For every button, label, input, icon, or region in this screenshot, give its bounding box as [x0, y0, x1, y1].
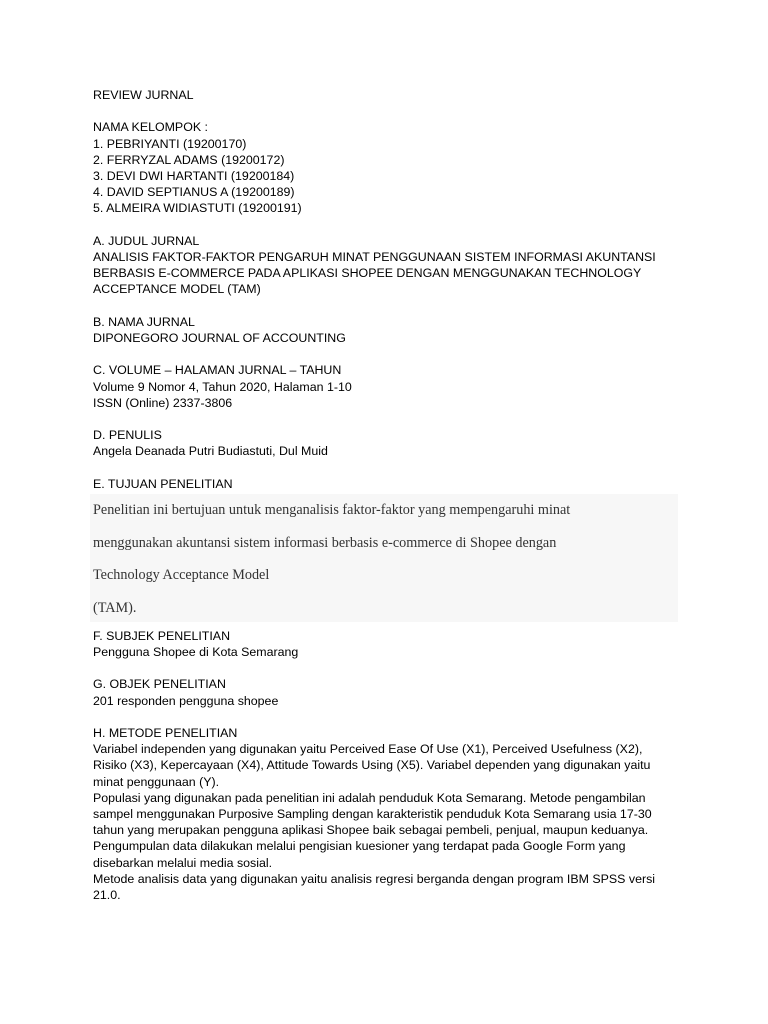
journal-title-line: BERBASIS E-COMMERCE PADA APLIKASI SHOPEE DENGAN MENGGUNAKAN TECHNOLOGY: [93, 266, 642, 281]
group-member: 3. DEVI DWI HARTANTI (19200184): [93, 169, 295, 183]
issn-info: ISSN (Online) 2337-3806: [93, 395, 233, 410]
journal-title-line: ACCEPTANCE MODEL (TAM): [93, 282, 261, 297]
section-judul: [93, 233, 678, 298]
document-title: REVIEW JURNAL: [93, 88, 194, 102]
method-line: tahun yang merupakan pengguna aplikasi Shopee baik sebagai pembeli, penjual, maupun keduanya.: [93, 823, 649, 838]
objective-quote: [90, 494, 678, 622]
method-line: 21.0.: [93, 887, 121, 902]
section-objek: [93, 676, 678, 708]
volume-info: Volume 9 Nomor 4, Tahun 2020, Halaman 1-10: [93, 379, 352, 394]
group-member: 4. DAVID SEPTIANUS A (19200189): [93, 185, 295, 200]
method-line: Risiko (X3), Kepercayaan (X4), Attitude Towards Using (X5). Variabel dependen yang digunakan yaitu: [93, 758, 651, 773]
journal-name: DIPONEGORO JOURNAL OF ACCOUNTING: [93, 331, 346, 345]
objective-line: Penelitian ini bertujuan untuk menganalisis faktor-faktor yang mempengaruhi minat: [93, 501, 571, 518]
section-heading: H. METODE PENELITIAN: [93, 725, 238, 740]
method-line: Variabel independen yang digunakan yaitu Perceived Ease Of Use (X1), Perceived Usefulness (X2),: [93, 742, 643, 757]
section-heading: C. VOLUME – HALAMAN JURNAL – TAHUN: [93, 363, 342, 378]
objective-line: menggunakan akuntansi sistem informasi berbasis e-commerce di Shopee dengan: [93, 534, 557, 551]
group-section: [93, 119, 678, 216]
method-line: minat penggunaan (Y).: [93, 774, 220, 789]
spacer: [93, 460, 678, 476]
spacer: [93, 217, 678, 233]
group-member: 2. FERRYZAL ADAMS (19200172): [93, 152, 285, 167]
objective-line: Technology Acceptance Model: [93, 567, 270, 584]
section-heading: G. OBJEK PENELITIAN: [93, 677, 226, 692]
group-member: 5. ALMEIRA WIDIASTUTI (19200191): [93, 201, 302, 216]
spacer: [93, 660, 678, 676]
section-penulis: [93, 427, 678, 459]
section-subjek: [93, 628, 678, 660]
section-volume: [93, 362, 678, 411]
method-line: Pengumpulan data dilakukan melalui pengisian kuesioner yang terdapat pada Google Form yang: [93, 839, 626, 854]
method-line: Populasi yang digunakan pada penelitian ini adalah penduduk Kota Semarang. Metode pengambilan: [93, 790, 646, 805]
document-body: [93, 87, 678, 903]
method-line: disebarkan melalui media sosial.: [93, 855, 273, 870]
section-heading: D. PENULIS: [93, 428, 162, 443]
section-heading: A. JUDUL JURNAL: [93, 233, 200, 248]
spacer: [93, 298, 678, 314]
section-metode: [93, 725, 678, 903]
section-heading: B. NAMA JURNAL: [93, 314, 195, 329]
section-nama: [93, 314, 678, 346]
spacer: [93, 103, 678, 119]
section-tujuan: [93, 476, 678, 622]
section-heading: E. TUJUAN PENELITIAN: [93, 476, 233, 491]
spacer: [93, 411, 678, 427]
method-line: sampel menggunakan Purposive Sampling dengan karakteristik penduduk Kota Semarang usia 17-30: [93, 806, 652, 821]
authors: Angela Deanada Putri Budiastuti, Dul Muid: [93, 444, 328, 459]
section-heading: F. SUBJEK PENELITIAN: [93, 628, 231, 643]
group-heading: NAMA KELOMPOK :: [93, 120, 208, 135]
group-member: 1. PEBRIYANTI (19200170): [93, 136, 247, 151]
method-line: Metode analisis data yang digunakan yaitu analisis regresi berganda dengan program IBM SPSS versi: [93, 871, 656, 886]
spacer: [93, 709, 678, 725]
subject-text: Pengguna Shopee di Kota Semarang: [93, 644, 299, 659]
object-text: 201 responden pengguna shopee: [93, 693, 279, 708]
objective-line: (TAM).: [93, 599, 137, 616]
spacer: [93, 346, 678, 362]
journal-title-line: ANALISIS FAKTOR-FAKTOR PENGARUH MINAT PENGGUNAAN SISTEM INFORMASI AKUNTANSI: [93, 250, 656, 264]
